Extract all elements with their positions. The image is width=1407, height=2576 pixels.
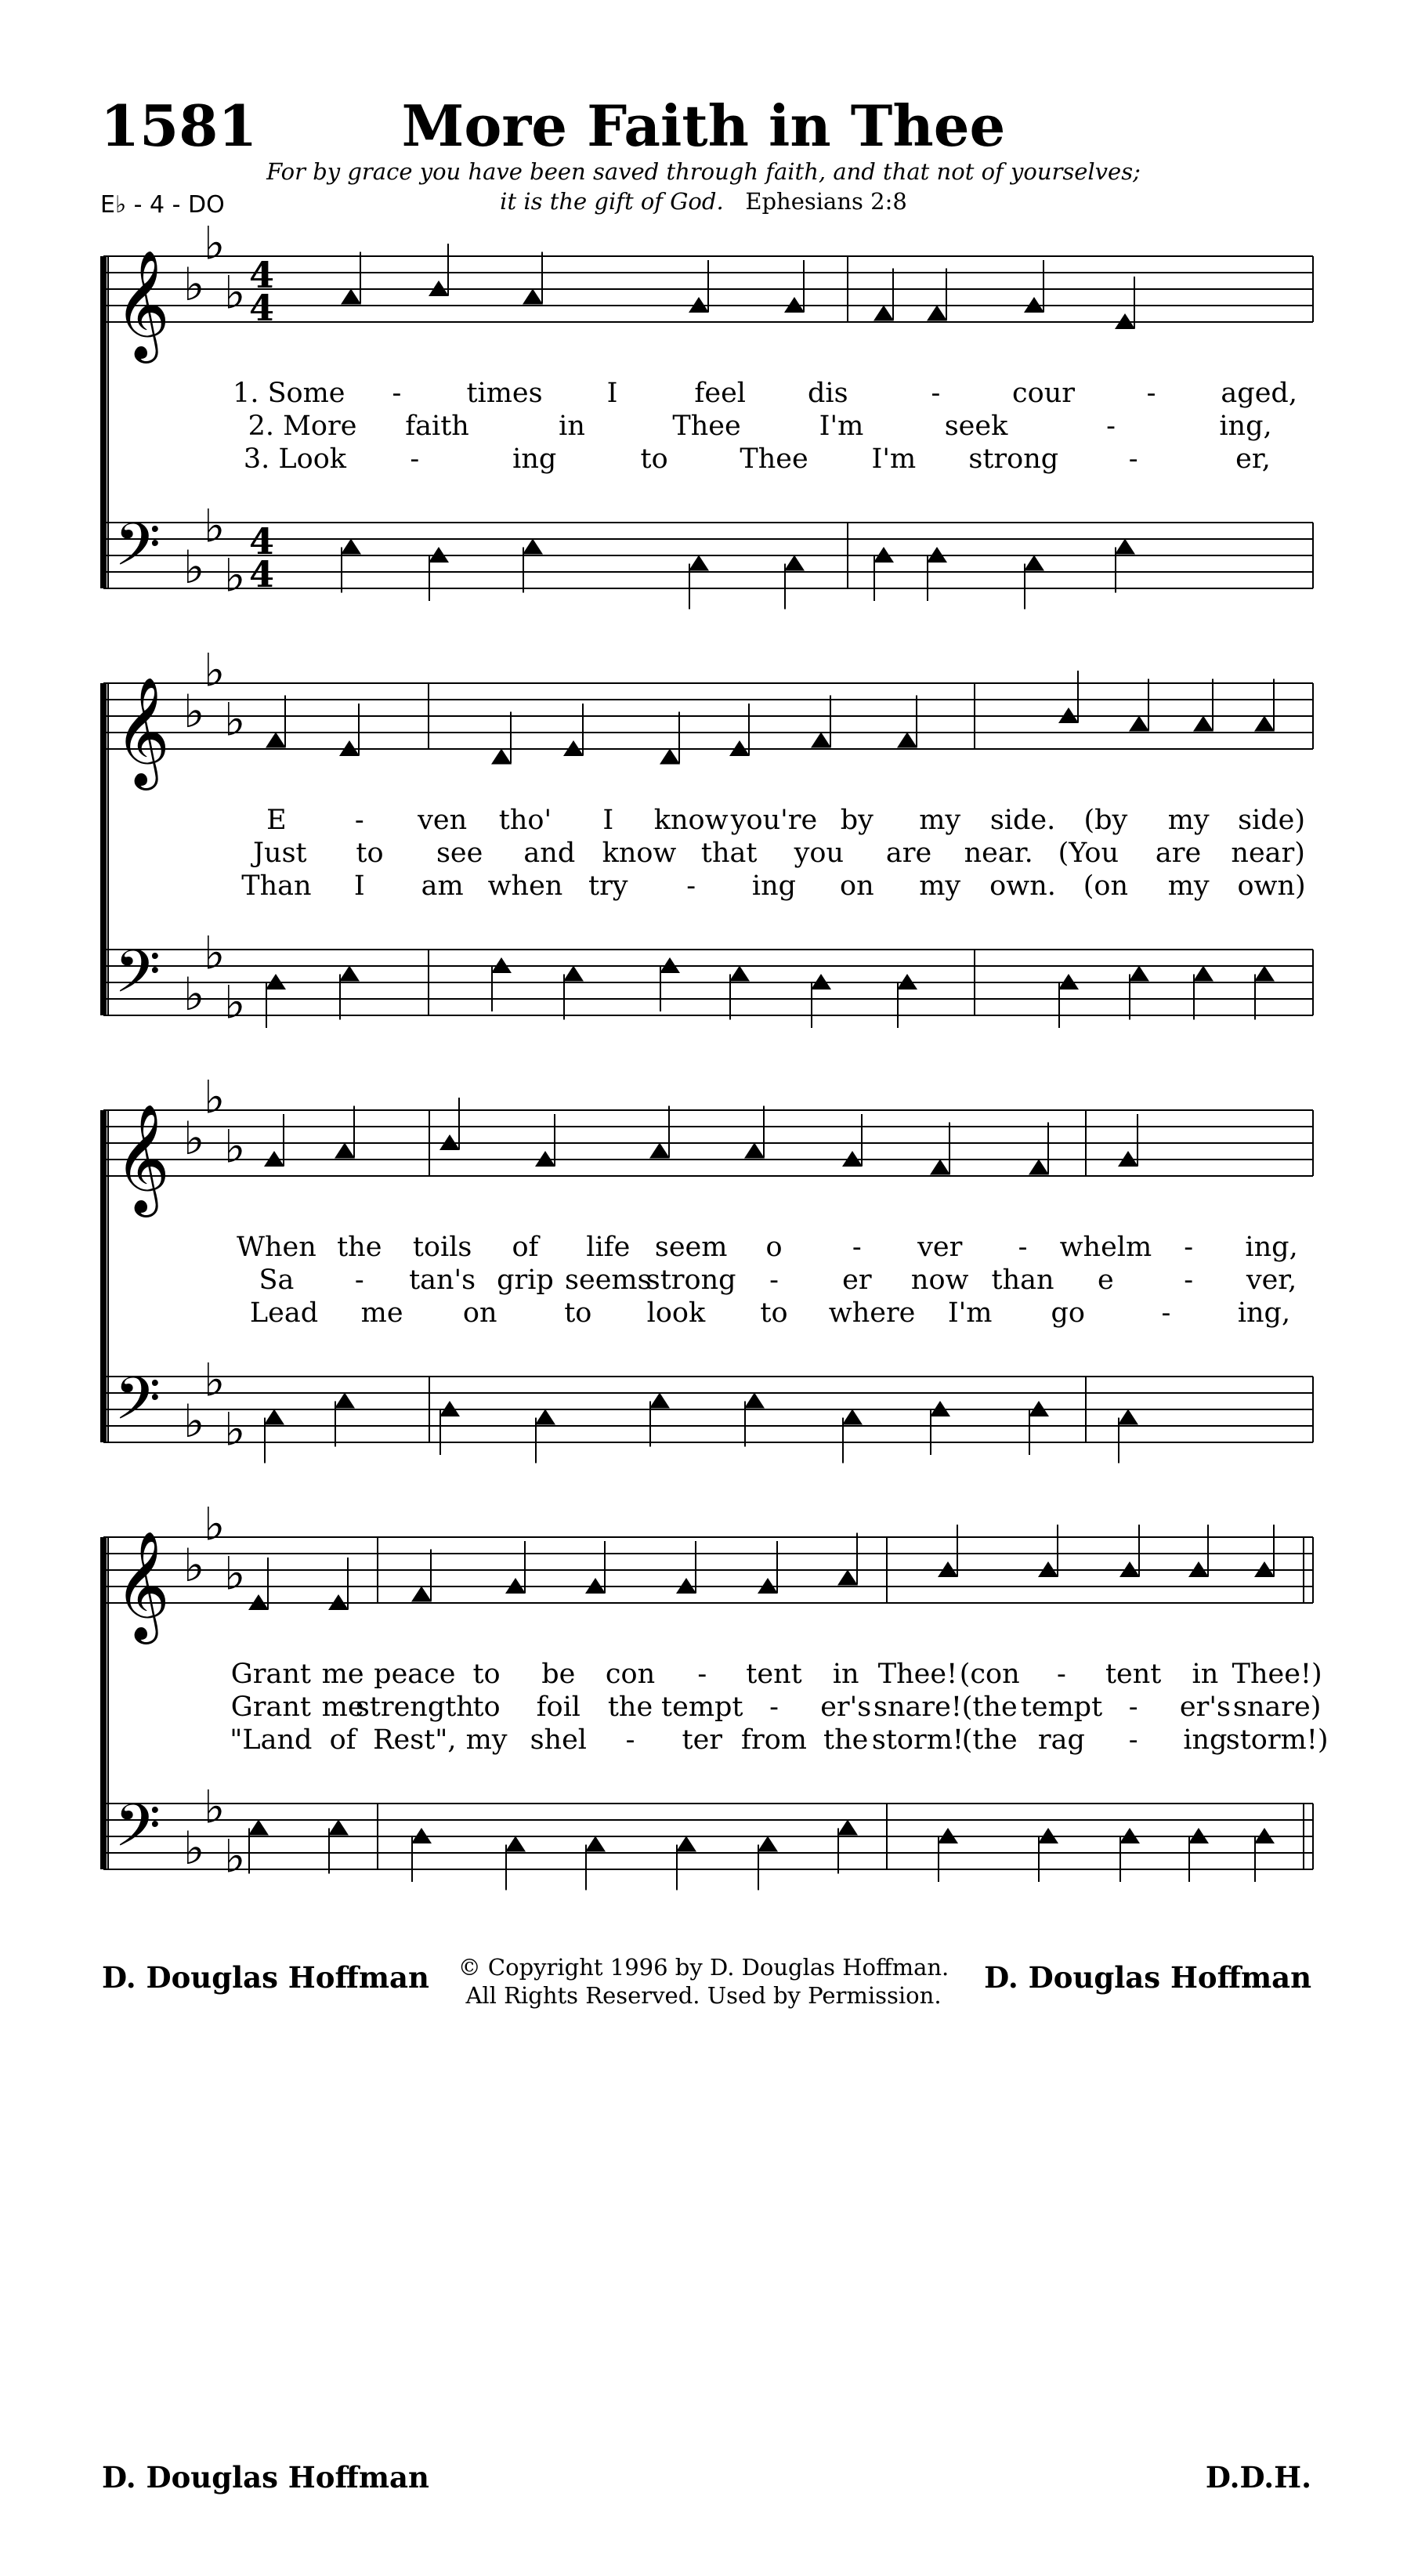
lyric-syllable: - xyxy=(1128,1691,1138,1723)
lyric-syllable: Than xyxy=(241,870,312,902)
lyric-syllable: er's xyxy=(1179,1691,1231,1723)
lyric-syllable: tan's xyxy=(409,1264,476,1296)
lyric-syllable: ven xyxy=(418,805,468,836)
lyric-syllable: you're xyxy=(730,805,818,836)
flat-icon: ♭ xyxy=(204,1780,226,1834)
lyric-syllable: faith xyxy=(405,411,469,442)
lyric-syllable: near. xyxy=(964,838,1033,869)
flat-icon: ♭ xyxy=(204,926,226,980)
lyric-syllable: - xyxy=(1184,1264,1194,1296)
flat-icon: ♭ xyxy=(183,258,205,311)
treble-note-head xyxy=(873,306,894,321)
lyric-syllable: - xyxy=(1057,1659,1066,1690)
lyric-syllable: try xyxy=(588,870,628,902)
lyric-syllable: con xyxy=(605,1659,656,1690)
treble-note-head xyxy=(1029,1160,1049,1175)
lyric-syllable: - xyxy=(769,1691,779,1723)
treble-note-head xyxy=(837,1570,858,1586)
treble-note-head xyxy=(523,289,543,305)
hymn-title: More Faith in Thee xyxy=(401,92,1006,159)
flat-icon: ♭ xyxy=(183,1822,205,1875)
lyric-syllable: am xyxy=(421,870,464,902)
lyric-syllable: ter xyxy=(682,1724,723,1756)
lyric-syllable: I'm xyxy=(947,1297,993,1329)
bass-note-head xyxy=(758,1836,778,1852)
bass-note-head xyxy=(339,966,360,982)
time-signature-numeral: 4 xyxy=(249,287,275,329)
bass-note-head xyxy=(1129,966,1149,982)
lyric-syllable: know xyxy=(653,805,729,836)
bass-note-head xyxy=(689,555,709,571)
lyric-syllable: ing, xyxy=(1219,411,1272,442)
lyric-syllable: times xyxy=(466,378,543,409)
flat-icon: ♭ xyxy=(204,1070,226,1124)
treble-note-head xyxy=(649,1143,670,1159)
lyric-syllable: "Land xyxy=(230,1724,313,1756)
lyric-syllable: Thee!) xyxy=(1232,1659,1322,1690)
lyric-syllable: toils xyxy=(412,1232,472,1263)
lyric-syllable: me xyxy=(321,1659,364,1690)
lyric-syllable: when xyxy=(487,870,563,902)
bass-note-head xyxy=(335,1393,355,1409)
copyright-line-2: All Rights Reserved. Used by Permission. xyxy=(465,1982,942,2009)
bass-note-head xyxy=(842,1409,863,1425)
bass-note-head xyxy=(585,1836,606,1852)
lyric-syllable: whelm xyxy=(1059,1232,1152,1263)
bass-clef-icon: 𝄢 xyxy=(114,1364,161,1448)
bass-note-head xyxy=(563,966,584,982)
bass-note-head xyxy=(328,1820,349,1836)
treble-note-head xyxy=(335,1143,355,1159)
lyric-syllable: go xyxy=(1051,1297,1086,1329)
lyric-syllable: Sa xyxy=(259,1264,295,1296)
flat-icon: ♭ xyxy=(204,216,226,270)
lyric-syllable: storm! xyxy=(871,1724,964,1756)
lyric-syllable: me xyxy=(321,1691,364,1723)
lyric-syllable: ing xyxy=(512,443,557,475)
lyric-syllable: own) xyxy=(1237,870,1306,902)
lyric-syllable: look xyxy=(646,1297,706,1329)
flat-icon: ♭ xyxy=(183,1395,205,1448)
lyric-syllable: strength xyxy=(355,1691,474,1723)
lyric-syllable: er, xyxy=(1235,443,1271,475)
bass-note-head xyxy=(837,1820,858,1836)
lyric-syllable: from xyxy=(741,1724,807,1756)
lyric-syllable: - xyxy=(1128,443,1138,475)
lyric-syllable: life xyxy=(586,1232,631,1263)
lyric-syllable: of xyxy=(512,1232,539,1263)
lyric-syllable: 3. Look xyxy=(243,443,346,475)
lyric-syllable: snare! xyxy=(873,1691,962,1723)
lyric-syllable: to xyxy=(472,1691,501,1723)
lyric-syllable: grip xyxy=(497,1264,554,1296)
treble-note-head xyxy=(341,289,361,305)
lyric-syllable: tempt xyxy=(661,1691,743,1723)
lyric-syllable: Just xyxy=(253,838,307,869)
lyric-syllable: Thee xyxy=(740,443,808,475)
lyric-syllable: side. xyxy=(989,805,1056,836)
lyric-syllable: - xyxy=(625,1724,635,1756)
bass-note-head xyxy=(1118,1409,1138,1425)
lyric-syllable: 2. More xyxy=(248,411,357,442)
lyric-syllable: - xyxy=(931,378,941,409)
bass-note-head xyxy=(744,1393,765,1409)
lyric-syllable: cour xyxy=(1012,378,1075,409)
flat-icon: ♭ xyxy=(204,643,226,697)
flat-icon: ♭ xyxy=(224,1120,246,1174)
lyric-syllable: dis xyxy=(808,378,848,409)
bass-note-head xyxy=(1115,539,1135,555)
bass-note-head xyxy=(264,1409,284,1425)
lyric-syllable: than xyxy=(991,1264,1054,1296)
lyric-syllable: - xyxy=(1146,378,1156,409)
lyric-syllable: tho' xyxy=(498,805,552,836)
lyric-syllable: - xyxy=(1106,411,1116,442)
lyric-syllable: ing xyxy=(1183,1724,1228,1756)
flat-icon: ♭ xyxy=(204,499,226,553)
bass-note-head xyxy=(1193,966,1213,982)
lyric-syllable: in xyxy=(559,411,585,442)
lyric-syllable: strong xyxy=(646,1264,736,1296)
lyric-syllable: know xyxy=(602,838,677,869)
lyric-syllable: seek xyxy=(944,411,1008,442)
lyric-syllable: feel xyxy=(694,378,746,409)
lyric-syllable: - xyxy=(769,1264,779,1296)
flat-icon: ♭ xyxy=(204,1497,226,1551)
arranger-credit: D. Douglas Hoffman xyxy=(102,2460,429,2495)
lyric-syllable: (You xyxy=(1058,838,1119,869)
lyric-syllable: my xyxy=(465,1724,508,1756)
lyric-syllable: - xyxy=(1161,1297,1171,1329)
lyric-syllable: I xyxy=(353,870,365,902)
lyric-syllable: that xyxy=(700,838,758,869)
bass-note-head xyxy=(676,1836,696,1852)
lyric-syllable: and xyxy=(523,838,576,869)
lyric-syllable: I'm xyxy=(871,443,917,475)
treble-note-head xyxy=(266,733,286,748)
flat-icon: ♭ xyxy=(224,975,246,1029)
lyric-syllable: er's xyxy=(820,1691,872,1723)
bass-note-head xyxy=(649,1393,670,1409)
bass-clef-icon: 𝄢 xyxy=(114,510,161,594)
arranger-initials: D.D.H. xyxy=(1205,2460,1311,2495)
lyric-syllable: on xyxy=(840,870,874,902)
time-signature-numeral: 4 xyxy=(249,553,275,595)
treble-note-head xyxy=(744,1143,765,1159)
lyric-syllable: (the xyxy=(961,1691,1018,1723)
lyric-syllable: are xyxy=(1155,838,1202,869)
bass-note-head xyxy=(505,1836,526,1852)
flat-icon: ♭ xyxy=(224,1547,246,1601)
lyric-syllable: my xyxy=(919,870,961,902)
lyric-syllable: to xyxy=(356,838,384,869)
copyright-line-1: © Copyright 1996 by D. Douglas Hoffman. xyxy=(458,1954,949,1981)
bass-note-head xyxy=(1024,555,1044,571)
lyric-syllable: in xyxy=(1192,1659,1219,1690)
lyric-syllable: peace xyxy=(374,1659,456,1690)
system-bracket xyxy=(100,256,107,588)
flat-icon: ♭ xyxy=(224,693,246,747)
bass-note-head xyxy=(523,539,543,555)
lyric-syllable: ing xyxy=(751,870,797,902)
lyric-syllable: - xyxy=(1184,1232,1194,1263)
flat-icon: ♭ xyxy=(224,1402,246,1456)
lyric-syllable: the xyxy=(823,1724,869,1756)
lyric-syllable: e xyxy=(1098,1264,1114,1296)
lyric-syllable: to xyxy=(760,1297,788,1329)
words-credit: D. Douglas Hoffman xyxy=(102,1960,429,1995)
lyric-syllable: to xyxy=(564,1297,592,1329)
lyric-syllable: - xyxy=(392,378,402,409)
lyric-syllable: - xyxy=(697,1659,707,1690)
lyric-syllable: to xyxy=(640,443,668,475)
lyric-syllable: own. xyxy=(989,870,1056,902)
lyric-syllable: shel xyxy=(530,1724,588,1756)
lyric-syllable: (on xyxy=(1083,870,1129,902)
lyric-syllable: ing, xyxy=(1245,1232,1298,1263)
lyric-syllable: see xyxy=(436,838,483,869)
system-bracket xyxy=(100,1110,107,1442)
treble-note-head xyxy=(1129,716,1149,732)
lyric-syllable: Grant xyxy=(230,1691,311,1723)
treble-note-head xyxy=(491,749,512,765)
bass-note-head xyxy=(248,1820,269,1836)
bass-note-head xyxy=(729,966,750,982)
lyric-syllable: - xyxy=(852,1232,862,1263)
lyric-syllable: my xyxy=(919,805,961,836)
lyric-syllable: - xyxy=(1018,1232,1028,1263)
lyric-syllable: my xyxy=(1167,805,1210,836)
lyric-syllable: - xyxy=(410,443,420,475)
scripture-reference: Ephesians 2:8 xyxy=(745,188,907,215)
flat-icon: ♭ xyxy=(224,1829,246,1883)
flat-icon: ♭ xyxy=(183,1112,205,1165)
lyric-syllable: tempt xyxy=(1020,1691,1103,1723)
lyric-syllable: I'm xyxy=(819,411,864,442)
lyric-syllable: tent xyxy=(1105,1659,1162,1690)
lyric-syllable: ing, xyxy=(1237,1297,1291,1329)
lyric-syllable: are xyxy=(885,838,932,869)
lyric-syllable: - xyxy=(1128,1724,1138,1756)
lyric-syllable: aged, xyxy=(1221,378,1297,409)
hymn-number: 1581 xyxy=(100,92,258,159)
bass-note-head xyxy=(341,539,361,555)
lyric-syllable: seem xyxy=(654,1232,728,1263)
system-bracket xyxy=(100,1537,107,1869)
lyric-syllable: to xyxy=(472,1659,501,1690)
lyric-syllable: - xyxy=(354,805,364,836)
lyric-syllable: When xyxy=(237,1232,316,1263)
lyric-syllable: o xyxy=(765,1232,783,1263)
flat-icon: ♭ xyxy=(224,548,246,602)
lyric-syllable: (by xyxy=(1083,805,1128,836)
treble-note-head xyxy=(1254,716,1275,732)
lyric-syllable: strong xyxy=(968,443,1059,475)
flat-icon: ♭ xyxy=(183,541,205,594)
lyric-syllable: me xyxy=(360,1297,403,1329)
treble-clef-icon: 𝄞 xyxy=(114,1104,170,1213)
lyric-syllable: on xyxy=(462,1297,497,1329)
flat-icon: ♭ xyxy=(183,685,205,738)
lyric-syllable: Lead xyxy=(249,1297,319,1329)
time-signature-numeral: 4 xyxy=(249,520,275,563)
lyric-syllable: my xyxy=(1167,870,1210,902)
treble-note-head xyxy=(927,306,947,321)
bass-note-head xyxy=(1254,966,1275,982)
bass-note-head xyxy=(784,555,805,571)
lyric-syllable: rag xyxy=(1037,1724,1085,1756)
treble-note-head xyxy=(1193,716,1213,732)
lyric-syllable: snare) xyxy=(1232,1691,1322,1723)
lyric-syllable: now xyxy=(910,1264,969,1296)
lyric-syllable: 1. Some xyxy=(233,378,345,409)
lyric-syllable: ver, xyxy=(1246,1264,1297,1296)
lyric-syllable: the xyxy=(607,1691,653,1723)
bass-note-head xyxy=(535,1409,555,1425)
music-credit: D. Douglas Hoffman xyxy=(984,1960,1311,1995)
lyric-syllable: - xyxy=(686,870,696,902)
lyric-syllable: er xyxy=(842,1264,872,1296)
flat-icon: ♭ xyxy=(204,1353,226,1407)
lyric-syllable: you xyxy=(794,838,845,869)
lyric-syllable: seems xyxy=(565,1264,652,1296)
lyric-syllable: E xyxy=(266,805,287,836)
lyric-syllable: by xyxy=(840,805,873,836)
key-signature-label: E♭ - 4 - DO xyxy=(100,191,225,219)
lyric-syllable: I xyxy=(606,378,618,409)
lyric-syllable: tent xyxy=(746,1659,802,1690)
treble-clef-icon: 𝄞 xyxy=(114,250,170,359)
treble-note-head xyxy=(660,749,680,765)
flat-icon: ♭ xyxy=(183,1539,205,1592)
flat-icon: ♭ xyxy=(224,266,246,320)
lyric-syllable: in xyxy=(832,1659,859,1690)
lyric-syllable: of xyxy=(329,1724,356,1756)
lyric-syllable: Thee! xyxy=(877,1659,958,1690)
lyric-syllable: be xyxy=(541,1659,576,1690)
lyric-syllable: foil xyxy=(536,1691,581,1723)
lyric-syllable: (the xyxy=(961,1724,1018,1756)
lyric-syllable: Grant xyxy=(230,1659,311,1690)
system-bracket xyxy=(100,683,107,1015)
lyric-syllable: where xyxy=(828,1297,916,1329)
scripture-text: For by grace you have been saved through faith, and that not of yourselves; xyxy=(266,158,1141,185)
flat-icon: ♭ xyxy=(183,968,205,1021)
treble-note-head xyxy=(930,1160,950,1175)
lyric-syllable: storm!) xyxy=(1225,1724,1329,1756)
lyric-syllable: Thee xyxy=(672,411,741,442)
lyric-syllable: (con xyxy=(959,1659,1020,1690)
treble-note-head xyxy=(811,733,831,748)
lyric-syllable: ver xyxy=(917,1232,963,1263)
treble-clef-icon: 𝄞 xyxy=(114,677,170,786)
lyric-syllable: - xyxy=(354,1264,364,1296)
treble-clef-icon: 𝄞 xyxy=(114,1531,170,1640)
lyric-syllable: the xyxy=(337,1232,382,1263)
bass-clef-icon: 𝄢 xyxy=(114,1791,161,1875)
lyric-syllable: near) xyxy=(1231,838,1305,869)
scripture-text-2: it is the gift of God. xyxy=(500,188,724,215)
time-signature-numeral: 4 xyxy=(249,254,275,296)
lyric-syllable: Rest", xyxy=(373,1724,457,1756)
lyric-syllable: I xyxy=(602,805,614,836)
treble-note-head xyxy=(897,733,917,748)
treble-note-head xyxy=(411,1586,432,1602)
bass-clef-icon: 𝄢 xyxy=(114,937,161,1021)
lyric-syllable: side) xyxy=(1238,805,1306,836)
